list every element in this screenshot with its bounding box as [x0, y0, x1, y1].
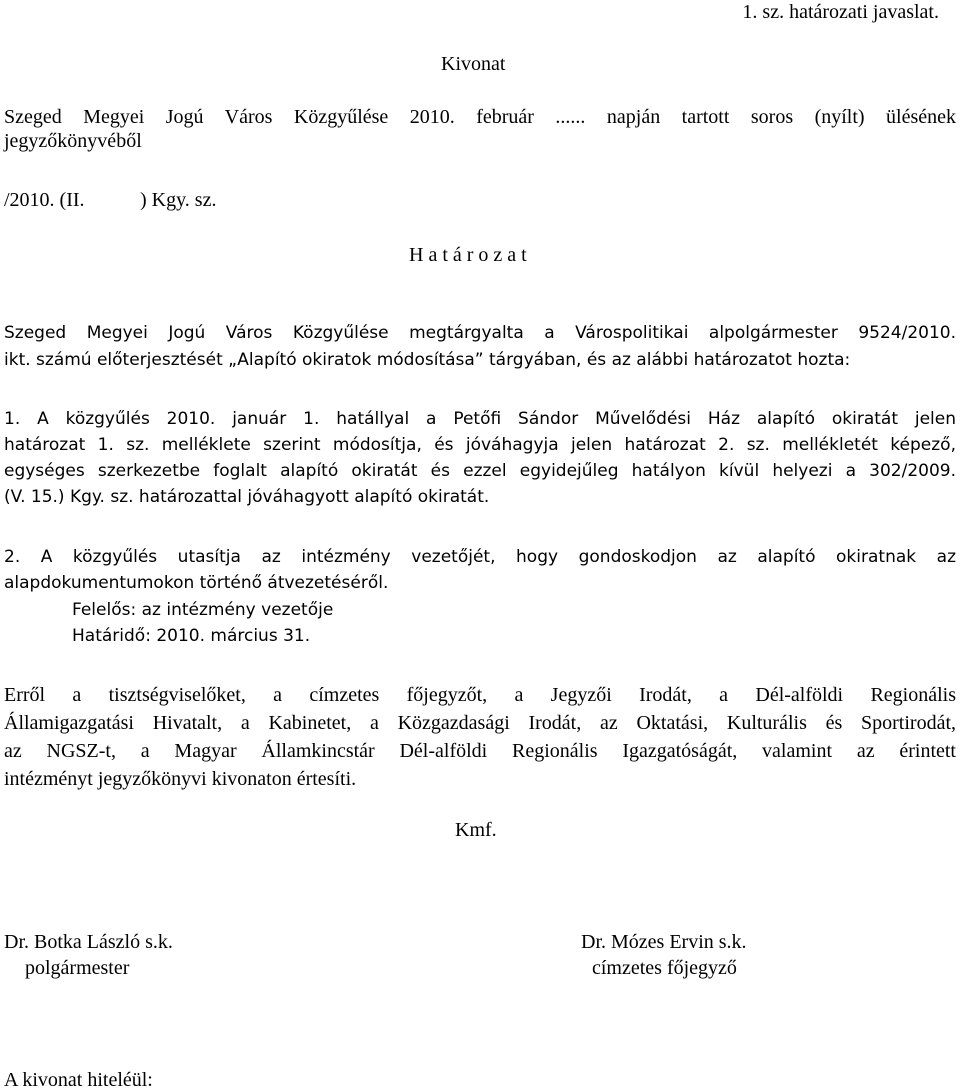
minutes-source-line-1: Szeged Megyei Jogú Város Közgyűlése 2010. február ...... napján tartott soros (nyílt) ülésének: [4, 106, 956, 128]
notification-line-2: Államigazgatási Hivatalt, a Kabinetet, a Közgazdasági Irodát, az Oktatási, Kulturális és Sportirodát,: [4, 712, 956, 734]
point-1-line-1: 1. A közgyűlés 2010. január 1. hatállyal a Petőfi Sándor Művelődési Ház alapító okiratát jelen: [4, 409, 956, 429]
point-1-paragraph: [4, 406, 956, 510]
intro-line-2: ikt. számú előterjesztését „Alapító okiratok módosítása” tárgyában, és az alábbi határozatot hozta:: [4, 350, 851, 370]
left-signatory-title: polgármester: [25, 957, 130, 979]
deadline-line: Határidő: 2010. március 31.: [72, 626, 311, 646]
intro-line-1: Szeged Megyei Jogú Város Közgyűlése megtárgyalta a Várospolitikai alpolgármester 9524/2010.: [4, 323, 956, 343]
certification-label: A kivonat hiteléül:: [4, 1069, 153, 1091]
notification-line-4: intézményt jegyzőkönyvi kivonaton értesíti.: [4, 768, 357, 790]
intro-paragraph: [4, 320, 956, 373]
minutes-source-line-2: jegyzőkönyvéből: [4, 130, 142, 152]
right-signatory-name: Dr. Mózes Ervin s.k.: [581, 931, 747, 953]
resolution-title: H a t á r o z a t: [409, 244, 527, 266]
right-signatory-title: címzetes főjegyző: [592, 957, 737, 979]
point-1-line-2: határozat 1. sz. melléklete szerint módosítja, és jóváhagyja jelen határozat 2. sz. mellékletét képező,: [4, 435, 956, 455]
resolution-number-left: /2010. (II.: [4, 189, 85, 211]
proposal-number: 1. sz. határozati javaslat.: [742, 1, 939, 23]
notification-line-1: Erről a tisztségviselőket, a címzetes főjegyzőt, a Jegyzői Irodát, a Dél-alföldi Regionális: [4, 684, 956, 706]
notification-line-3: az NGSZ-t, a Magyar Államkincstár Dél-alföldi Regionális Igazgatóságát, valamint az érintett: [4, 740, 956, 762]
extract-title: Kivonat: [441, 53, 506, 75]
point-1-line-4: (V. 15.) Kgy. sz. határozattal jóváhagyott alapító okiratát.: [4, 487, 490, 507]
point-2-paragraph: [4, 544, 956, 596]
point-1-line-3: egységes szerkezetbe foglalt alapító okiratát és ezzel egyidejűleg hatályon kívül helyezi a 302/2009.: [4, 461, 956, 481]
kmf-label: Kmf.: [455, 819, 497, 841]
point-2-line-2: alapdokumentumokon történő átvezetéséről.: [4, 573, 389, 593]
notification-paragraph: [4, 682, 956, 792]
minutes-source: [4, 104, 956, 154]
left-signatory-name: Dr. Botka László s.k.: [4, 931, 173, 953]
resolution-number-right: ) Kgy. sz.: [140, 189, 217, 211]
point-2-line-1: 2. A közgyűlés utasítja az intézmény vezetőjét, hogy gondoskodjon az alapító okiratnak az: [4, 547, 956, 567]
responsible-line: Felelős: az intézmény vezetője: [72, 600, 334, 620]
